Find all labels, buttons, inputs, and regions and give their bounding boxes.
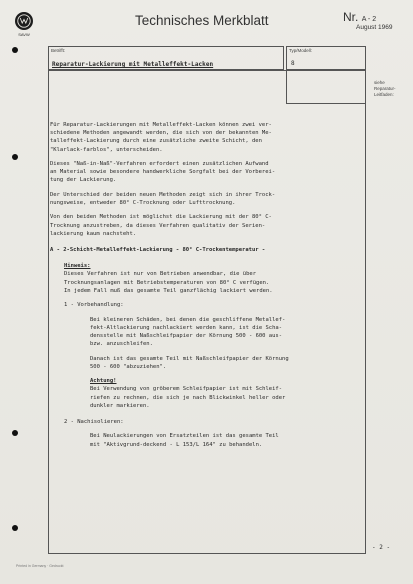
document-title: Technisches Merkblatt <box>135 13 269 28</box>
subject-label: Betrifft: <box>51 48 66 53</box>
model-label: Typ/Modell: <box>289 48 313 53</box>
document-date: August 1969 <box>356 24 393 31</box>
intro-paragraph: Für Reparatur-Lackierungen mit Metalleffekt-Lacken können zwei ver- schiedene Methoden angewandt werden, die sich von der bekannten Me- talleffekt-Lackierung durch eine zusätzliche zweite Schicht, den "Klarlack-farblos", unterscheiden. <box>50 122 272 153</box>
vw-logo <box>15 12 33 30</box>
step-1: 1 - Vorbehandlung: Bei kleineren Schäden, bei denen die geschliffene Metallef- fekt-Altlackierung nachlackiert werden kann, ist die Scha- densstelle mit Naßschleifpapier der Körnung 500 - 600 aus- bzw. anzuschleifen. Danach ist das gesamte Teil mit Naßschleifpapier der Körnung 500 - 600 "abzuziehen". Achtung! Bei Verwendung von gröberem Schleifpapier ist mit Schleif- riefen zu rechnen, die sich je nach Blickwinkel heller oder dunkler markieren. <box>50 301 370 410</box>
section-a-heading: A - 2-Schicht-Metalleffekt-Lackierung - 80° C-Trockentemperatur - <box>50 247 266 253</box>
punch-hole <box>12 430 18 436</box>
logo-caption: SAVW <box>18 32 30 37</box>
page-number: - 2 - <box>372 544 391 551</box>
document-number: Nr. A - 2 <box>343 10 377 24</box>
paragraph-2: Dieses "Naß-in-Naß"-Verfahren erfordert einen zusätzlichen Aufwand an Material sowie besondere handwerkliche Sorgfalt bei der Vorberei- tung der Lackierung. <box>50 161 276 184</box>
achtung-label: Achtung! <box>90 378 117 385</box>
paragraph-3: Der Unterschied der beiden neuen Methoden zeigt sich in ihrer Trock- nungsweise, entweder 80° C-Trocknung oder Lufttrocknung. <box>50 191 276 206</box>
step-2-label: 2 - Nachisolieren: <box>64 419 124 425</box>
vw-logo-icon <box>17 14 31 28</box>
step-1-label: 1 - Vorbehandlung: <box>64 302 124 309</box>
side-note: siehe Reparatur- Leitfaden: <box>374 80 396 97</box>
footer-print-note: Printed in Germany · Gedruckt <box>16 564 64 568</box>
hinweis-block: Hinweis: Dieses Verfahren ist nur von Betrieben anwendbar, die über Trocknungsanlagen mit Betriebstemperaturen von 80° C verfügen. In jedem Fall muß das gesamte Teil ganzflächig lackiert werden. <box>50 262 370 295</box>
document-body <box>50 121 370 449</box>
reference-box <box>286 70 366 104</box>
step-2: 2 - Nachisolieren: Bei Neulackierungen von Ersatzteilen ist das gesamte Teil mit "Aktivgrund-deckend - L 153/L 164" zu behandeln. <box>50 418 370 449</box>
model-value: 8 <box>291 60 295 67</box>
subject-value: Reparatur-Lackierung mit Metalleffekt-Lacken <box>52 61 214 68</box>
punch-hole <box>12 154 18 160</box>
hinweis-label: Hinweis: <box>64 263 91 270</box>
punch-hole <box>12 47 18 53</box>
paragraph-4: Von den beiden Methoden ist möglichst die Lackierung mit der 80° C- Trocknung anzustreben, da dieses Verfahren qualitativ der Serien- lackierung kaum nachsteht. <box>50 214 272 237</box>
punch-hole <box>12 525 18 531</box>
